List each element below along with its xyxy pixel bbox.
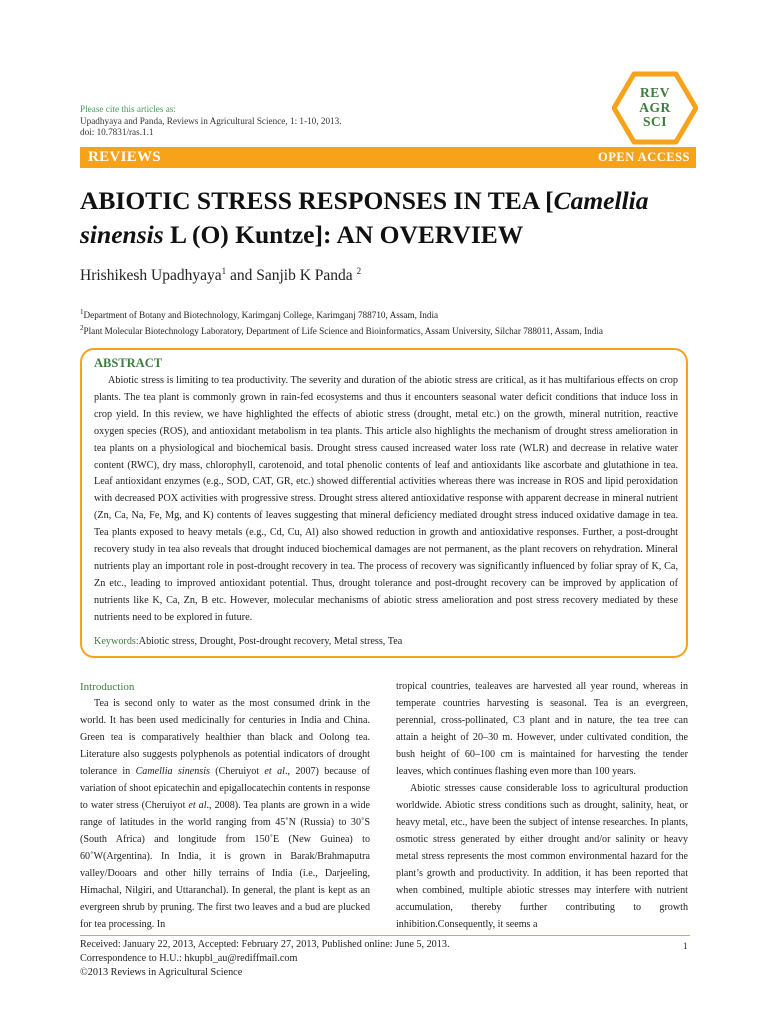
- intro-paragraph-2: Abiotic stresses cause considerable loss to agricultural production worldwide. Abiotic stress conditions such as drought, salinity, heat, or heavy metal, etc., have been the subject of intense researches. In plants, osmotic stress generated by either drought and/or salinity or heavy metal stress represents the most common environmental hazard for the plant’s growth and productivity. In addition, it has been reported that when combined, multiple abiotic stresses may interfere with nutrient accumulation, thereby further contributing to growth inhibition.Consequently, it seems a: [396, 783, 688, 930]
- affiliation-1: [80, 308, 438, 320]
- article-title: [80, 184, 700, 252]
- title-part-1: ABIOTIC STRESS RESPONSES IN TEA [: [80, 186, 554, 215]
- affiliation-2-num: 2: [80, 324, 84, 332]
- keywords-text: Abiotic stress, Drought, Post-drought recovery, Metal stress, Tea: [138, 636, 403, 647]
- page-number: 1: [683, 941, 688, 951]
- left-column: [80, 695, 370, 933]
- banner-open-access: OPEN ACCESS: [598, 150, 690, 164]
- author-2-affil: 2: [356, 266, 362, 276]
- footer-dates: Received: January 22, 2013, Accepted: February 27, 2013, Published online: June 5, 2013.: [80, 939, 450, 950]
- title-italic-1: Camellia: [553, 186, 649, 215]
- abstract-heading: ABSTRACT: [94, 356, 163, 370]
- citation-line: Upadhyaya and Panda, Reviews in Agricultural Science, 1: 1-10, 2013.: [80, 115, 342, 126]
- author-conjunction: and Sanjib K Panda: [226, 267, 357, 285]
- intro-paragraph-1: [80, 695, 370, 933]
- keywords-label: Keywords:: [94, 636, 139, 647]
- right-column: [396, 678, 688, 933]
- introduction-heading: Introduction: [80, 681, 135, 693]
- logo-line-3: SCI: [642, 114, 667, 130]
- author-1: Hrishikesh Upadhyaya: [80, 267, 222, 285]
- intro-paragraph-continued: tropical countries, tealeaves are harvested all year round, whereas in temperate countries harvesting is seasonal. Tea is an evergreen, perennial, cross-pollinated, C3 plant and in nature, the tea tree can attain a height of 20–30 m. However, under cultivated condition, the bush height of 60–100 cm is maintained for harvesting the tender leaves, which continues flashing even more than 100 years.: [396, 681, 688, 777]
- footer-block: [80, 938, 450, 980]
- journal-logo: [612, 70, 698, 146]
- logo-line-1: REV: [639, 85, 670, 101]
- footer-copyright: ©2013 Reviews in Agricultural Science: [80, 967, 243, 978]
- affiliation-1-num: 1: [80, 308, 84, 316]
- title-italic-2: sinensis: [80, 220, 164, 249]
- affiliation-2: [80, 324, 603, 336]
- affiliation-2-text: Plant Molecular Biotechnology Laboratory, Department of Life Science and Bioinformatics, Assam University, Silchar 788011, Assam, India: [83, 326, 603, 337]
- footer-rule: [80, 935, 690, 936]
- intro-etal-1: et al: [264, 766, 285, 777]
- section-banner: [80, 147, 696, 168]
- keywords-line: [94, 636, 402, 647]
- intro-text-c: ., 2007) because of variation of shoot epicatechin and epigallocatechin contents in response to water stress (Cheruiyot: [80, 766, 370, 811]
- intro-etal-2: et al: [188, 800, 207, 811]
- footer-correspondence: Correspondence to H.U.: hkupbl_au@rediffmail.com: [80, 953, 298, 964]
- citation-block: [80, 104, 342, 139]
- logo-line-2: AGR: [639, 99, 671, 115]
- title-part-2: L (O) Kuntze]: AN OVERVIEW: [163, 220, 524, 249]
- affiliation-1-text: Department of Botany and Biotechnology, Karimganj College, Karimganj 788710, Assam, India: [83, 310, 439, 321]
- abstract-text: Abiotic stress is limiting to tea productivity. The severity and duration of the abiotic stress are critical, as it has multifarious effects on crop plants. The tea plant is commonly grown in rain-fed ecosystems and thus it encounters seasonal water deficit conditions that induce loss in crop yield. In this review, we have highlighted the effects of abiotic stress (drought, metal etc.) on the growth, mineral nutrition, reactive oxygen species (ROS), and antioxidant metabolism in tea plants. This article also highlights the mechanism of drought stress amelioration in tea plants on a physiological and biochemical basis. Drought stress caused increased water loss rate (WLR) and decrease in relative water content (RWC), dry mass, chlorophyll, carotenoid, and total phenolic contents of leaf and antioxidants like ascorbate and glutathione in tea. Leaf antioxidant enzymes (e.g., SOD, CAT, GR, etc.) showed differential activities whereas there was increase in ROS and lipid peroxidation with decreased POX activities with progressive stress. Drought stress altered antioxidative response with apparent decrease in mineral nutrient (Zn, Ca, Na, Fe, Mg, and K) contents of leaves suggesting that mineral deficiency mediated drought stress induced oxidative damage in tea. Tea plants exposed to heavy metals (e.g., Cd, Cu, Al) also showed reduction in growth and antioxidative responses. Further, a post-drought recovery study in tea also reveals that drought induced biochemical damages are not permanent, as the plant recovers on rehydration. Mineral nutrients play an important role in post-drought recovery in tea. The process of recovery was significantly influenced by foliar spray of K, Ca, Zn etc., leading to improved antioxidant potential. Thus, drought tolerance and post-drought recovery can be improved by application of nutrients like K, Ca, Zn, B etc. However, molecular mechanisms of abiotic stress amelioration and post stress recovery mediated by these nutrients need to be explored in future.: [94, 375, 678, 623]
- citation-doi: doi: 10.7831/ras.1.1: [80, 127, 154, 137]
- author-line: [80, 266, 361, 285]
- intro-text-d: ., 2008). Tea plants are grown in a wide range of latitudes in the world ranging from 45˚N (Russia) to 30˚S (South Africa) and longitude from 150˚E (New Guinea) to 60˚W(Argentina). In India, it is grown in Barak/Brahmaputra valley/Dooars and other hilly terrains of India (i.e., Darjeeling, Himachal, Nilgiri, and Uttaranchal). In general, the plant is kept as an evergreen shrub by pruning. The first two leaves and a bud are plucked for tea processing. In: [80, 800, 370, 930]
- intro-text-a: Tea is second only to water as the most consumed drink in the world. It has been used medicinally for centuries in India and China. Green tea is comparatively healthier than black and Oolong tea. Literature also suggests polyphenols as potential indicators of drought tolerance in: [80, 698, 370, 777]
- intro-species-italic: Camellia sinensis: [135, 766, 210, 777]
- logo-text: [612, 70, 698, 146]
- citation-heading: Please cite this articles as:: [80, 104, 176, 114]
- author-1-affil: 1: [221, 266, 227, 276]
- banner-reviews: REVIEWS: [88, 149, 161, 165]
- intro-text-b: (Cheruiyot: [209, 766, 265, 777]
